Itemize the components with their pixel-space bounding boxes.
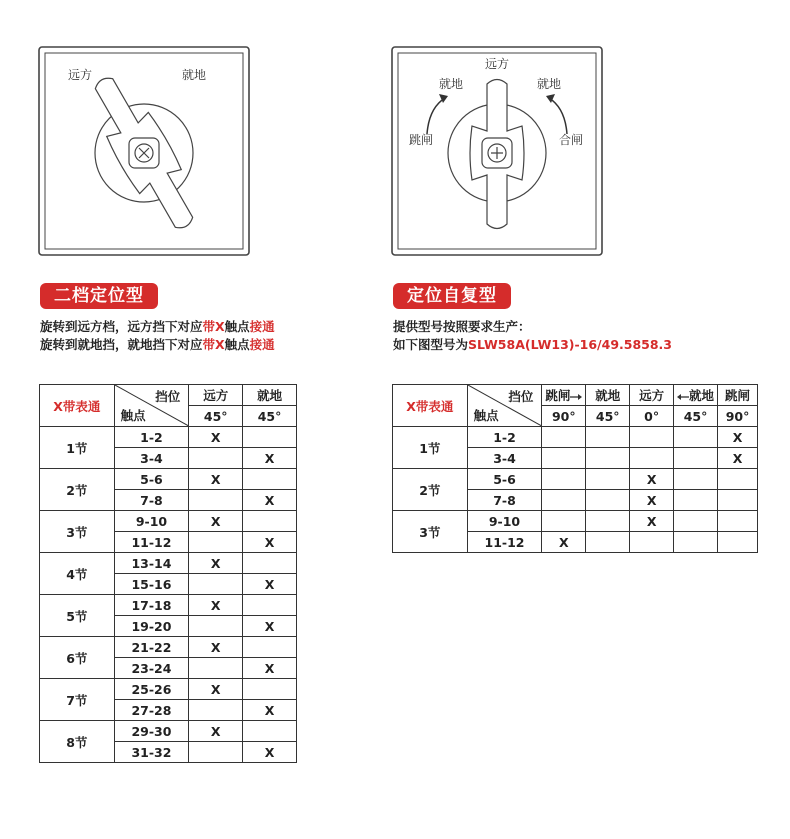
contact-cell: 15-16 <box>114 574 189 595</box>
left-contact-table <box>39 384 297 763</box>
table-row <box>40 427 297 448</box>
position-angle-cell: 90° <box>542 406 586 427</box>
mark-cell <box>586 469 630 490</box>
desc-red-text: 带X <box>202 319 225 334</box>
contact-cell: 27-28 <box>114 700 189 721</box>
right-desc-line-1: 提供型号按照要求生产： <box>393 319 531 334</box>
mark-cell <box>243 427 297 448</box>
desc-red-text: 带X <box>202 337 225 352</box>
position-angle-cell: 90° <box>718 406 758 427</box>
table-row <box>393 427 758 448</box>
mark-cell <box>189 742 243 763</box>
section-cell: 2节 <box>393 469 468 511</box>
mark-cell: X <box>243 574 297 595</box>
mark-cell <box>718 490 758 511</box>
table-row <box>40 469 297 490</box>
position-name-cell <box>630 385 674 406</box>
contact-cell: 21-22 <box>114 637 189 658</box>
mark-cell <box>586 490 630 511</box>
contact-cell: 3-4 <box>114 448 189 469</box>
contact-cell: 5-6 <box>467 469 542 490</box>
mark-cell: X <box>630 511 674 532</box>
desc-red-text: 接通 <box>249 337 275 352</box>
left-title-banner: 二档定位型 <box>40 283 158 309</box>
table-row <box>40 511 297 532</box>
mark-cell <box>674 490 718 511</box>
mark-cell: X <box>243 532 297 553</box>
position-name-cell <box>189 385 243 406</box>
contact-cell: 19-20 <box>114 616 189 637</box>
mark-cell <box>586 448 630 469</box>
dial-label-remote: 远方 <box>68 68 93 82</box>
mark-cell <box>674 469 718 490</box>
right-desc-line-2 <box>393 336 672 354</box>
position-angle-cell: 45° <box>243 406 297 427</box>
mark-cell <box>189 700 243 721</box>
mark-cell <box>189 616 243 637</box>
mark-cell: X <box>243 742 297 763</box>
mark-cell: X <box>189 427 243 448</box>
arrow-left-icon <box>677 393 689 401</box>
position-name: 就地 <box>595 388 621 403</box>
mark-cell: X <box>243 490 297 511</box>
right-description <box>393 318 672 354</box>
contact-cell: 1-2 <box>114 427 189 448</box>
desc-text: 触点 <box>224 337 250 352</box>
contact-cell: 7-8 <box>467 490 542 511</box>
position-header-label: 挡位 <box>155 389 181 404</box>
dial-label-close: 合闸 <box>559 133 584 147</box>
position-name-cell <box>674 385 718 406</box>
x-legend-cell: X带表通 <box>393 385 468 427</box>
section-cell: 7节 <box>40 679 115 721</box>
mark-cell <box>243 595 297 616</box>
mark-cell: X <box>718 448 758 469</box>
mark-cell <box>243 511 297 532</box>
mark-cell <box>586 427 630 448</box>
table-row <box>40 721 297 742</box>
position-name-cell <box>542 385 586 406</box>
mark-cell: X <box>630 490 674 511</box>
contact-cell: 1-2 <box>467 427 542 448</box>
mark-cell <box>542 490 586 511</box>
position-name: 跳闸 <box>725 388 751 403</box>
table-row <box>393 469 758 490</box>
diagonal-header-cell <box>467 385 542 427</box>
dial-label-local-right: 就地 <box>537 77 562 91</box>
mark-cell <box>674 532 718 553</box>
contact-cell: 29-30 <box>114 721 189 742</box>
position-angle-cell: 45° <box>674 406 718 427</box>
mark-cell <box>542 511 586 532</box>
mark-cell: X <box>189 721 243 742</box>
mark-cell <box>630 448 674 469</box>
mark-cell <box>718 511 758 532</box>
section-cell: 6节 <box>40 637 115 679</box>
section-cell: 1节 <box>40 427 115 469</box>
mark-cell <box>674 427 718 448</box>
mark-cell: X <box>189 469 243 490</box>
mark-cell: X <box>189 511 243 532</box>
mark-cell <box>586 532 630 553</box>
position-name: 跳闸 <box>545 388 571 403</box>
arrow-right-icon <box>570 393 582 401</box>
mark-cell <box>586 511 630 532</box>
position-name-cell <box>243 385 297 406</box>
mark-cell <box>542 448 586 469</box>
left-description <box>40 318 275 354</box>
desc-text: 如下图型号为 <box>393 337 469 352</box>
mark-cell <box>542 469 586 490</box>
dial-label-local: 就地 <box>182 68 207 82</box>
left-desc-line-2 <box>40 336 275 354</box>
section-cell: 8节 <box>40 721 115 763</box>
section-cell: 3节 <box>40 511 115 553</box>
position-name-cell <box>718 385 758 406</box>
model-number: SLW58A(LW13)-16/49.5858.3 <box>468 337 673 352</box>
mark-cell: X <box>243 658 297 679</box>
desc-text: 旋转到就地挡，就地挡下对应 <box>40 337 203 352</box>
desc-text: 旋转到远方档，远方挡下对应 <box>40 319 203 334</box>
table-row <box>393 511 758 532</box>
dial-label-local-left: 就地 <box>439 77 464 91</box>
mark-cell <box>243 637 297 658</box>
contact-header-label: 触点 <box>120 408 146 423</box>
contact-cell: 25-26 <box>114 679 189 700</box>
diagonal-header-cell <box>114 385 189 427</box>
mark-cell <box>243 721 297 742</box>
mark-cell <box>542 427 586 448</box>
mark-cell: X <box>189 679 243 700</box>
position-angle-cell: 45° <box>189 406 243 427</box>
table-row <box>40 679 297 700</box>
right-dial-diagram <box>391 46 603 256</box>
mark-cell <box>243 553 297 574</box>
mark-cell <box>189 532 243 553</box>
mark-cell: X <box>243 700 297 721</box>
section-cell: 1节 <box>393 427 468 469</box>
contact-cell: 13-14 <box>114 553 189 574</box>
mark-cell: X <box>542 532 586 553</box>
right-title-banner: 定位自复型 <box>393 283 511 309</box>
section-cell: 4节 <box>40 553 115 595</box>
mark-cell <box>718 532 758 553</box>
mark-cell <box>189 574 243 595</box>
desc-red-text: 接通 <box>249 319 275 334</box>
table-row <box>40 553 297 574</box>
section-cell: 2节 <box>40 469 115 511</box>
position-name: 就地 <box>257 388 283 403</box>
mark-cell: X <box>189 637 243 658</box>
x-legend-cell: X带表通 <box>40 385 115 427</box>
position-name: 远方 <box>639 388 665 403</box>
position-name: 远方 <box>203 388 229 403</box>
dial-label-trip: 跳闸 <box>409 133 434 147</box>
dial-label-remote: 远方 <box>485 57 510 71</box>
left-desc-line-1 <box>40 318 275 336</box>
contact-cell: 23-24 <box>114 658 189 679</box>
left-dial-diagram <box>38 46 250 256</box>
mark-cell: X <box>189 553 243 574</box>
mark-cell <box>674 511 718 532</box>
position-name-cell <box>586 385 630 406</box>
mark-cell <box>189 490 243 511</box>
position-angle-cell: 45° <box>586 406 630 427</box>
contact-cell: 17-18 <box>114 595 189 616</box>
contact-cell: 7-8 <box>114 490 189 511</box>
contact-cell: 11-12 <box>114 532 189 553</box>
section-cell: 5节 <box>40 595 115 637</box>
mark-cell: X <box>630 469 674 490</box>
section-cell: 3节 <box>393 511 468 553</box>
mark-cell <box>243 469 297 490</box>
mark-cell: X <box>243 616 297 637</box>
position-name: 就地 <box>689 388 715 403</box>
mark-cell: X <box>243 448 297 469</box>
mark-cell <box>243 679 297 700</box>
mark-cell <box>630 532 674 553</box>
mark-cell <box>718 469 758 490</box>
mark-cell: X <box>718 427 758 448</box>
contact-cell: 31-32 <box>114 742 189 763</box>
mark-cell <box>674 448 718 469</box>
mark-cell <box>630 427 674 448</box>
position-header-label: 挡位 <box>508 389 534 404</box>
contact-cell: 3-4 <box>467 448 542 469</box>
contact-cell: 5-6 <box>114 469 189 490</box>
right-contact-table <box>392 384 758 553</box>
contact-header-label: 触点 <box>473 408 499 423</box>
desc-text: 触点 <box>224 319 250 334</box>
mark-cell <box>189 448 243 469</box>
contact-cell: 9-10 <box>467 511 542 532</box>
contact-cell: 9-10 <box>114 511 189 532</box>
mark-cell: X <box>189 595 243 616</box>
position-angle-cell: 0° <box>630 406 674 427</box>
table-row <box>40 637 297 658</box>
contact-cell: 11-12 <box>467 532 542 553</box>
mark-cell <box>189 658 243 679</box>
table-row <box>40 595 297 616</box>
